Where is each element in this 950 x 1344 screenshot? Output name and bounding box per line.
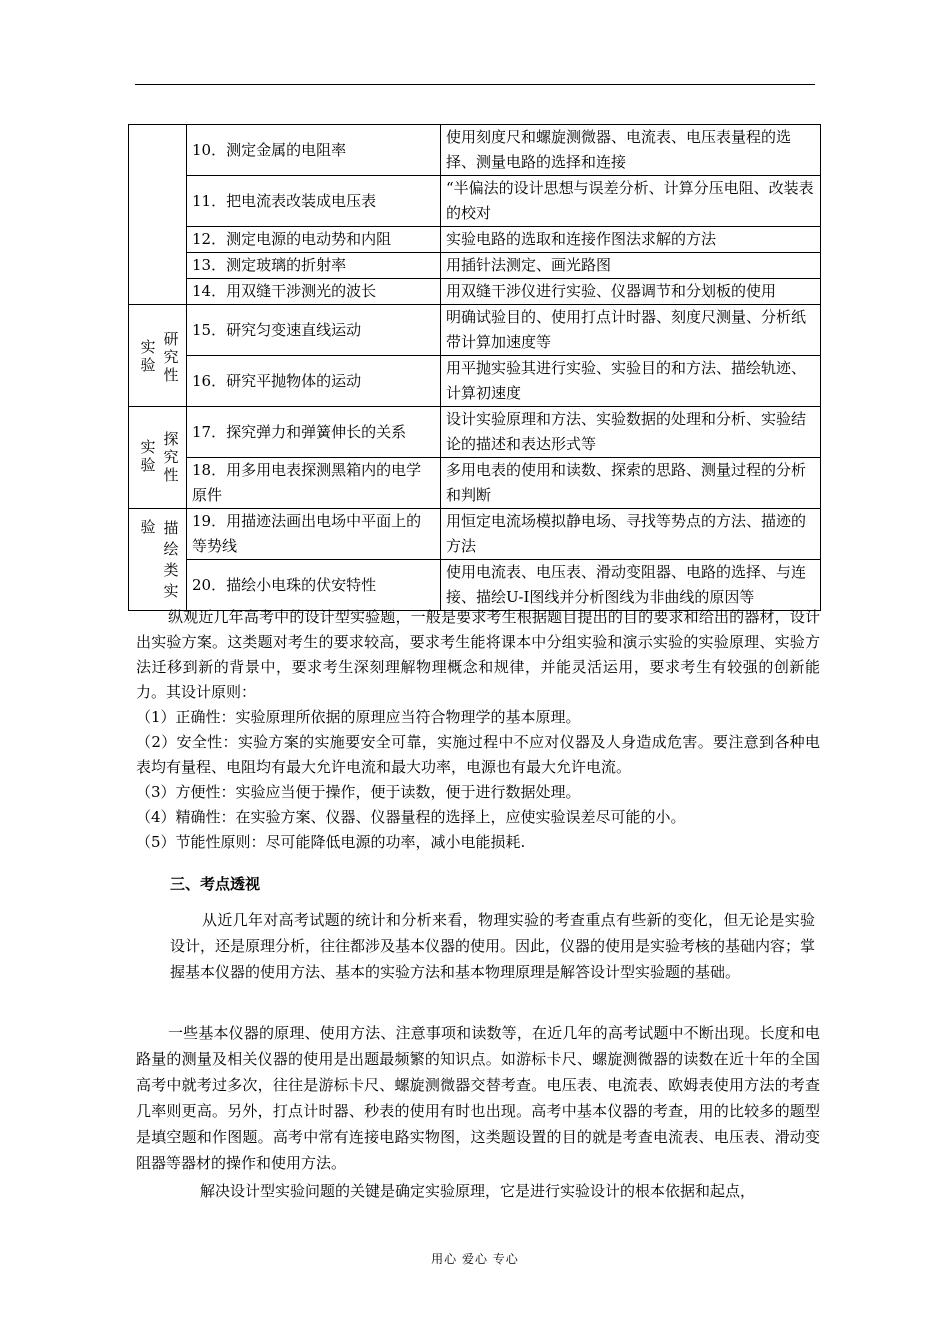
- experiment-desc: 用平抛实验其进行实验、实验目的和方法、描绘轨迹、计算初速度: [441, 356, 821, 407]
- paragraph-2: 一些基本仪器的原理、使用方法、注意事项和读数等，在近几年的高考试题中不断出现。长度和电路量的测量及相关仪器的使用是出题最频繁的知识点。如游标卡尺、螺旋测微器的读数在近十年的全国高考中就考过多次，往往是游标卡尺、螺旋测微器交替考查。电压表、电流表、欧姆表使用方法的考查几率则更高。另外，打点计时器、秒表的使用有时也出现。高考中基本仪器的考查，用的比较多的题型是填空题和作图题。高考中常有连接电路实物图，这类题设置的目的就是考查电流表、电压表、滑动变阻器等器材的操作和使用方法。: [136, 1024, 820, 1172]
- experiment-name: 15．研究匀变速直线运动: [187, 305, 441, 356]
- experiment-name: 12．测定电源的电动势和内阻: [187, 227, 441, 253]
- table-row: [129, 305, 821, 356]
- category-cell-draw: [129, 509, 187, 611]
- experiment-name: 18．用多用电表探测黑箱内的电学原件: [187, 458, 441, 509]
- header-rule: [135, 84, 815, 85]
- experiment-desc: 多用电表的使用和读数、探索的思路、测量过程的分析和判断: [441, 458, 821, 509]
- table-row: [129, 253, 821, 279]
- category-label-a: 实验: [140, 337, 156, 374]
- table-row: [129, 458, 821, 509]
- experiment-desc: 实验电路的选取和连接作图法求解的方法: [441, 227, 821, 253]
- table-row: [129, 356, 821, 407]
- table-row: [129, 227, 821, 253]
- principle-convenience: （3）方便性：实验应当便于操作，便于读数，便于进行数据处理。: [136, 783, 581, 801]
- category-cell-explore: [129, 407, 187, 509]
- experiment-table: [128, 124, 821, 611]
- experiment-name: 17．探究弹力和弹簧伸长的关系: [187, 407, 441, 458]
- experiment-name: 11．把电流表改装成电压表: [187, 176, 441, 227]
- experiment-name: 13．测定玻璃的折射率: [187, 253, 441, 279]
- experiment-desc: “半偏法的设计思想与误差分析、计算分压电阻、改装表的校对: [441, 176, 821, 227]
- table-row: [129, 176, 821, 227]
- paragraph-3-block: [136, 1178, 820, 1204]
- category-label-b: 描绘类实: [163, 518, 179, 600]
- design-principles-block: [136, 605, 820, 855]
- category-label-a: 验: [140, 517, 156, 536]
- experiment-name: 19．用描迹法画出电场中平面上的等势线: [187, 509, 441, 560]
- experiment-desc: 明确试验目的、使用打点计时器、刻度尺测量、分析纸带计算加速度等: [441, 305, 821, 356]
- table-row: [129, 560, 821, 611]
- experiment-desc: 用双缝干涉仪进行实验、仪器调节和分划板的使用: [441, 279, 821, 305]
- principle-precision: （4）精确性：在实验方案、仪器、仪器量程的选择上，应使实验误差尽可能的小。: [136, 808, 686, 826]
- experiment-desc: 用恒定电流场模拟静电场、寻找等势点的方法、描迹的方法: [441, 509, 821, 560]
- category-label-b: 研究性: [163, 329, 179, 384]
- principle-safety: （2）安全性：实验方案的实施要安全可靠，实施过程中不应对仪器及人身造成危害。要注意到各种电表均有量程、电阻均有最大允许电流和最大功率，电源也有最大允许电流。: [136, 733, 820, 776]
- paragraph-2-block: [136, 1020, 820, 1176]
- experiment-desc: 使用电流表、电压表、滑动变阻器、电路的选择、与连接、描绘U-I图线并分析图线为非曲线的原因等: [441, 560, 821, 611]
- experiment-desc: 使用刻度尺和螺旋测微器、电流表、电压表量程的选择、测量电路的选择和连接: [441, 125, 821, 176]
- experiment-desc: 用插针法测定、画光路图: [441, 253, 821, 279]
- experiment-name: 20．描绘小电珠的伏安特性: [187, 560, 441, 611]
- principle-energy: （5）节能性原则：尽可能降低电源的功率，减小电能损耗.: [136, 833, 526, 851]
- experiment-desc: 设计实验原理和方法、实验数据的处理和分析、实验结论的描述和表达形式等: [441, 407, 821, 458]
- experiment-name: 10．测定金属的电阻率: [187, 125, 441, 176]
- category-cell-research: [129, 305, 187, 407]
- category-label-a: 实验: [140, 437, 156, 474]
- paragraph-3: 解决设计型实验问题的关键是确定实验原理，它是进行实验设计的根本依据和起点，: [200, 1182, 756, 1200]
- table-row: [129, 509, 821, 560]
- paragraph-1: 从近几年对高考试题的统计和分析来看，物理实验的考查重点有些新的变化，但无论是实验设计，还是原理分析，往往都涉及基本仪器的使用。因此，仪器的使用是实验考核的基础内容；掌握基本仪器的使用方法、基本的实验方法和基本物理原理是解答设计型实验题的基础。: [170, 911, 816, 981]
- intro-paragraph: 纵观近几年高考中的设计型实验题，一般是要求考生根据题目提出的目的要求和给出的器材，设计出实验方案。这类题对考生的要求较高，要求考生能将课本中分组实验和演示实验的实验原理、实验方法迁移到新的背景中，要求考生深刻理解物理概念和规律，并能灵活运用，要求考生有较强的创新能力。其设计原则：: [136, 608, 820, 701]
- paragraph-1-block: [170, 907, 815, 985]
- section-title: 三、考点透视: [170, 875, 261, 893]
- table-row: [129, 125, 821, 176]
- category-label-b: 探究性: [163, 429, 179, 484]
- principle-correctness: （1）正确性：实验原理所依据的原理应当符合物理学的基本原理。: [136, 708, 581, 726]
- category-cell-empty: [129, 125, 187, 305]
- table-row: [129, 279, 821, 305]
- experiment-name: 14．用双缝干涉测光的波长: [187, 279, 441, 305]
- table-row: [129, 407, 821, 458]
- page-footer: 用心 爱心 专心: [431, 1252, 519, 1266]
- experiment-name: 16．研究平抛物体的运动: [187, 356, 441, 407]
